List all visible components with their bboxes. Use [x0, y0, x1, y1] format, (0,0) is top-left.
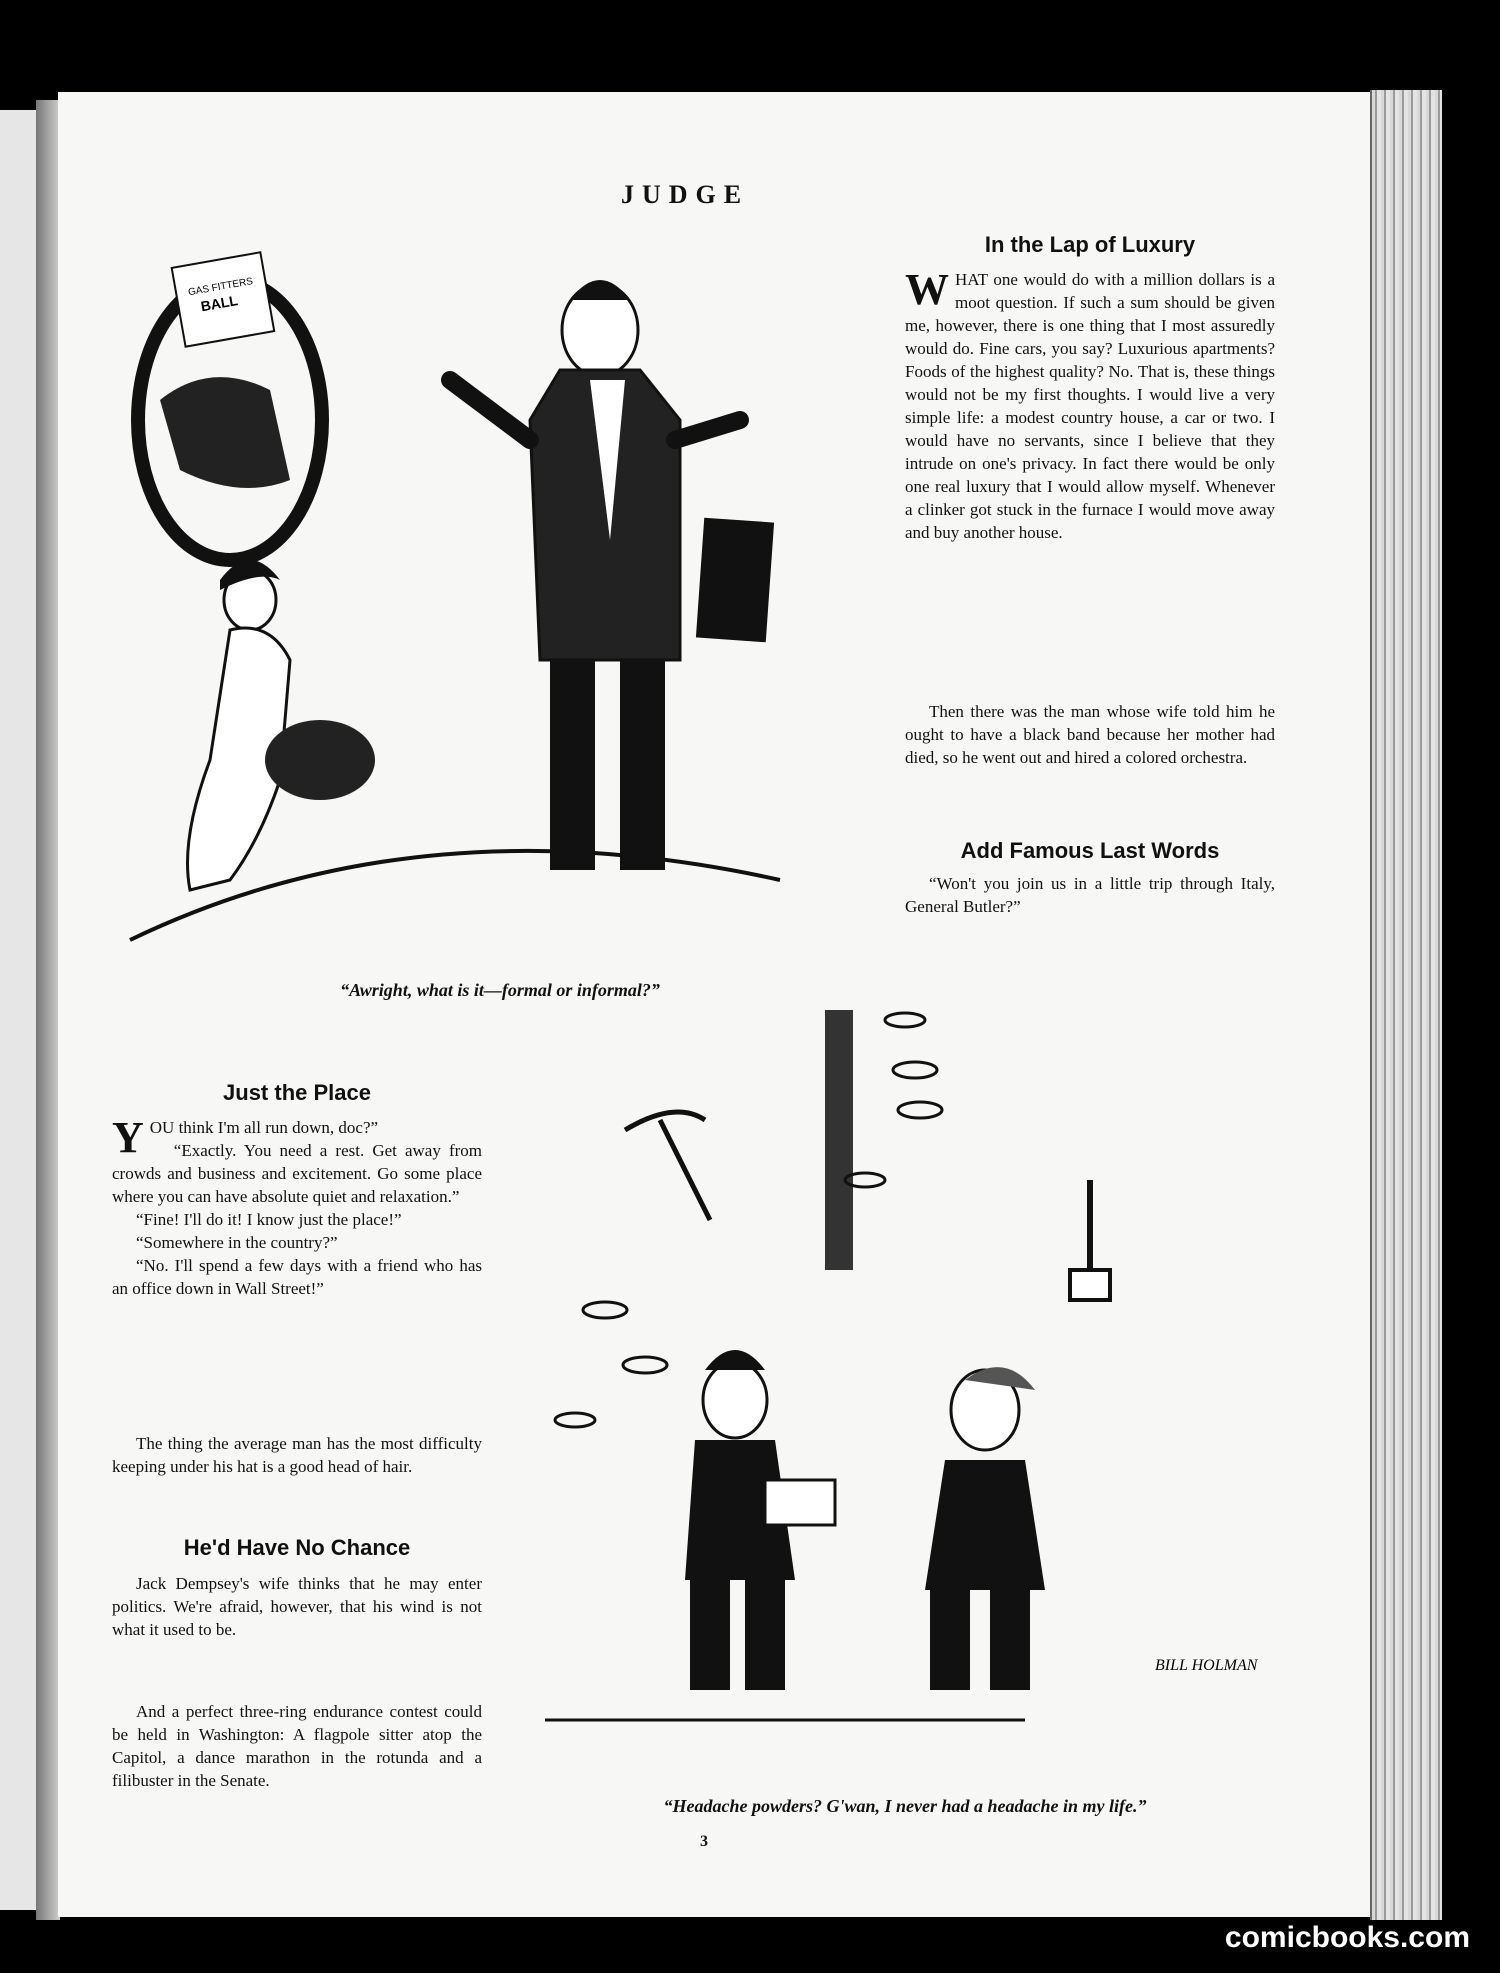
page-number: 3	[700, 1833, 708, 1850]
pickaxe-illustration	[625, 1112, 710, 1220]
woman-figure	[188, 560, 376, 890]
man-figure	[450, 280, 774, 870]
article-endurance	[112, 1700, 482, 1792]
article-hat-joke	[112, 1432, 482, 1478]
cartoon-formal-informal	[120, 240, 860, 980]
famous-last-words-text: “Won't you join us in a little trip through Italy, General Butler?”	[905, 874, 1275, 916]
article-no-chance	[112, 1572, 482, 1641]
poster-text-2: BALL	[199, 292, 239, 315]
man-left-figure	[685, 1350, 835, 1690]
article-famous-last-words	[905, 872, 1275, 918]
heading-no-chance: He'd Have No Chance	[183, 1535, 411, 1560]
heading-lap-of-luxury: In the Lap of Luxury	[984, 232, 1196, 257]
watermark: comicbooks.com	[1224, 1921, 1470, 1954]
dropcap-y: Y	[112, 1113, 144, 1162]
endurance-text: And a perfect three-ring endurance contest could be held in Washington: A flagpole sitter atop the Capitol, a dance marathon in the rotunda and a filibuster in the Senate.	[112, 1702, 482, 1790]
article-lap-of-luxury	[905, 265, 1275, 544]
black-band-text: Then there was the man whose wife told him he ought to have a black band because her mother had died, so he went out and hired a colored orchestra.	[905, 702, 1275, 767]
just-the-place-p5: “No. I'll spend a few days with a friend who has an office down in Wall Street!”	[112, 1256, 482, 1298]
man-right-figure	[925, 1367, 1045, 1690]
cartoon2-caption: “Headache powders? G'wan, I never had a headache in my life.”	[663, 1796, 1147, 1816]
page-stack-edge	[1370, 90, 1442, 1920]
hat-joke-text: The thing the average man has the most difficulty keeping under his hat is a good head of hair.	[112, 1434, 482, 1476]
lap-of-luxury-text: HAT one would do with a million dollars is a moot question. If such a sum should be given me, however, there is one thing that I most assuredly would do. Fine cars, you say? Luxurious apartments? Foods of the highest quality? No. That is, these things would not be my first thoughts. I would live a very simple life: a modest country house, a car or two. I would have no servants, since I believe that they intrude on one's privacy. In fact there would be only one real luxury that I would allow myself. Whenever a clinker got stuck in the furnace I would move away and buy another house.	[905, 270, 1275, 542]
just-the-place-p1: OU think I'm all run down, doc?”	[149, 1118, 379, 1137]
heading-just-the-place: Just the Place	[223, 1080, 371, 1105]
falling-safe-illustration	[1070, 1180, 1110, 1300]
masthead: JUDGE	[620, 180, 750, 209]
poster-text-1: GAS FITTERS	[187, 276, 254, 299]
book-spine	[36, 100, 60, 1920]
no-chance-text: Jack Dempsey's wife thinks that he may enter politics. We're afraid, however, that his wind is not what it used to be.	[112, 1574, 482, 1639]
article-just-the-place	[112, 1113, 482, 1300]
heading-famous-last-words: Add Famous Last Words	[960, 838, 1220, 863]
cartoon1-caption: “Awright, what is it—formal or informal?”	[340, 980, 660, 1000]
cartoon-headache-powders	[525, 980, 1285, 1790]
article-black-band	[905, 700, 1275, 769]
just-the-place-p2: “Exactly. You need a rest. Get away from crowds and business and excitement. Go some place where you can have absolute quiet and relaxation.”	[112, 1141, 482, 1206]
mirror-illustration	[138, 252, 322, 560]
artist-signature: BILL HOLMAN	[1155, 1657, 1258, 1674]
just-the-place-p4: “Somewhere in the country?”	[136, 1233, 338, 1252]
just-the-place-p3: “Fine! I'll do it! I know just the place!”	[136, 1210, 402, 1229]
dropcap-w: W	[905, 265, 949, 314]
